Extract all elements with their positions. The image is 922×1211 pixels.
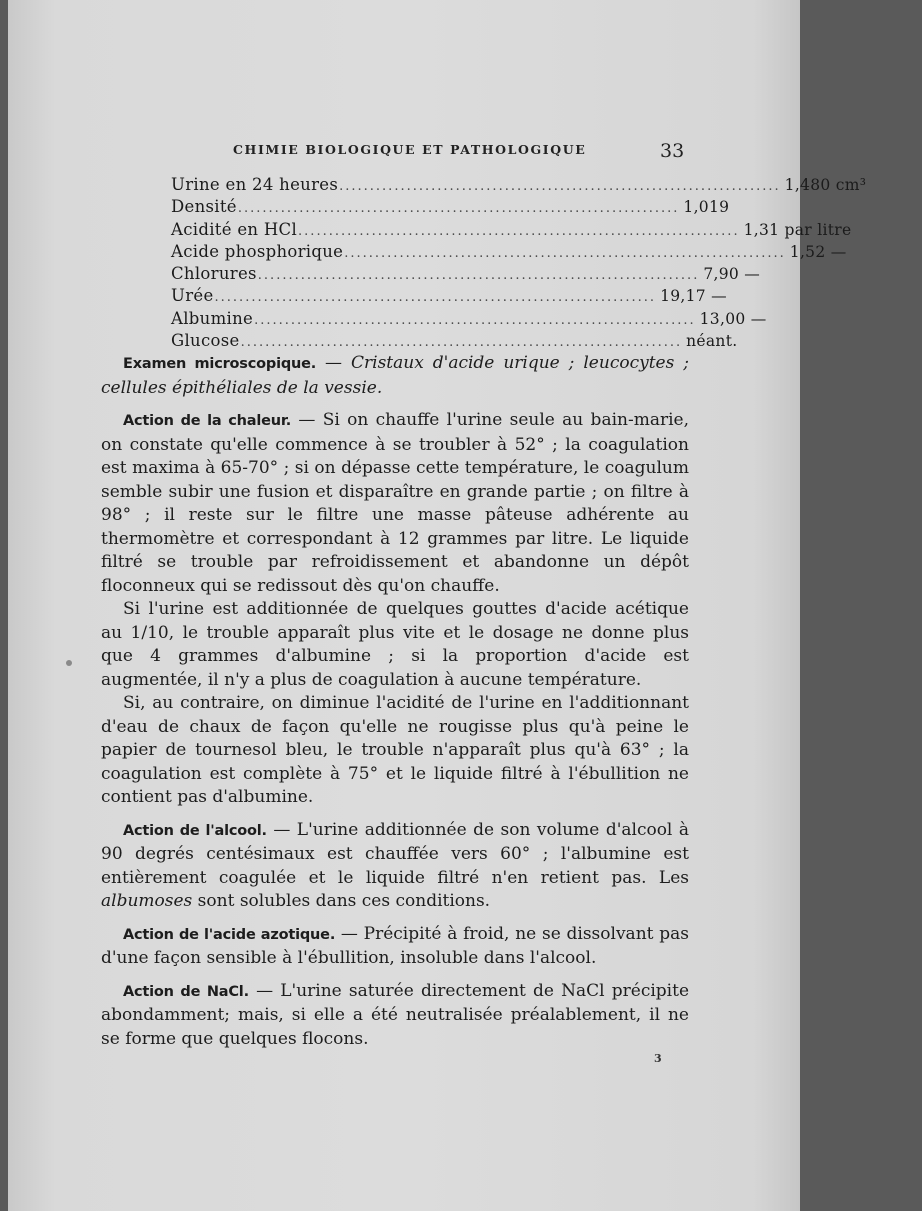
analysis-value: 13,00 — bbox=[699, 309, 767, 328]
leader-dots: ........................................................................ bbox=[240, 335, 683, 351]
heat-text: — Si on chauffe l'urine seule au bain-marie, on constate qu'elle commence à se troubler à 52° ; la coagulation est maxima à 65-70° ; si on dépasse cette température, le coagulum semble subir une fusion et disparaître en grande partie ; on filtre à 98° ; il reste sur le filtre une masse pâteuse adhérente au thermomètre et correspondant à 12 grammes par litre. Le liquide filtré se trouble par refroidissement et abandonne un dépôt floconneux qui se redissout dès qu'on chauffe. bbox=[101, 410, 689, 596]
analysis-label: Acidité en HCl bbox=[171, 219, 298, 239]
paragraph-nitric bbox=[101, 923, 689, 971]
heading-microscopic: Examen microscopique. bbox=[123, 356, 317, 372]
heading-nacl: Action de NaCl. bbox=[123, 983, 249, 1000]
leader-dots: ........................................................................ bbox=[254, 312, 696, 328]
microscopic-findings: Cristaux d'acide urique ; leucocytes ; cellules épithéliales de la vessie. bbox=[101, 353, 689, 398]
analysis-label: Densité bbox=[171, 197, 237, 217]
analysis-row bbox=[171, 197, 730, 219]
paragraph-lime-water: Si, au contraire, on diminue l'acidité de l'urine en l'additionnant d'eau de chaux de façon qu'elle ne rougisse plus qu'à peine le papier de tournesol bleu, le trouble n'apparaît plus qu'à 63° ; la coagulation est complète à 75° et le liquide filtré à l'ébullition ne contient pas d'albumine. bbox=[101, 693, 689, 807]
analysis-value: 1,480 cm³ bbox=[784, 176, 867, 194]
analysis-row bbox=[171, 264, 761, 286]
paragraph-alcohol bbox=[101, 819, 689, 914]
nacl-text: — L'urine saturée directement de NaCl précipite abondamment; mais, si elle a été neutralisée préalablement, il ne se forme que quelques flocons. bbox=[101, 980, 690, 1049]
analysis-row bbox=[171, 219, 852, 242]
paragraph-heat bbox=[101, 409, 689, 598]
analysis-row bbox=[171, 308, 767, 331]
analysis-label: Urine en 24 heures bbox=[171, 175, 339, 194]
alcohol-text: — L'urine additionnée de son volume d'alcool à 90 degrés centésimaux est chauffée vers 60° ; l'albumine est entièrement coagulée et le liquide filtré n'en retient pas. Les bbox=[101, 819, 689, 888]
page-header bbox=[8, 136, 800, 166]
analysis-value: néant. bbox=[686, 332, 738, 351]
body-text bbox=[101, 352, 689, 1060]
dash: — bbox=[316, 353, 352, 373]
analysis-value: 7,90 — bbox=[703, 265, 761, 284]
heading-nitric: Action de l'acide azotique. bbox=[123, 926, 336, 943]
albumoses-term: albumoses bbox=[101, 891, 193, 911]
nitric-text: — Précipité à froid, ne se dissolvant pas d'une façon sensible à l'ébullition, insoluble dans l'alcool. bbox=[101, 923, 689, 968]
analysis-row bbox=[171, 241, 847, 264]
analysis-label: Acide phosphorique bbox=[171, 241, 344, 261]
analysis-row bbox=[171, 175, 867, 197]
leader-dots: ........................................................................ bbox=[214, 290, 657, 306]
analysis-value: 1,52 — bbox=[789, 242, 847, 261]
analysis-row bbox=[171, 331, 738, 353]
analysis-value: 19,17 — bbox=[660, 287, 727, 306]
alcohol-tail: sont solubles dans ces conditions. bbox=[192, 891, 491, 911]
signature-mark: 3 bbox=[654, 1052, 662, 1065]
paragraph-nacl bbox=[101, 980, 689, 1052]
analysis-label: Glucose bbox=[171, 331, 240, 351]
analysis-label: Albumine bbox=[171, 308, 254, 328]
leader-dots: ........................................................................ bbox=[298, 223, 740, 239]
analysis-label: Chlorures bbox=[171, 264, 257, 284]
heading-alcohol: Action de l'alcool. bbox=[123, 822, 267, 839]
leader-dots: ........................................................................ bbox=[257, 268, 700, 284]
analysis-value: 1,31 par litre bbox=[743, 220, 852, 239]
urine-analysis-table bbox=[171, 175, 867, 353]
leader-dots: ........................................................................ bbox=[344, 245, 786, 261]
leader-dots: ........................................................................ bbox=[339, 179, 781, 194]
page-number: 33 bbox=[660, 140, 685, 162]
analysis-row bbox=[171, 286, 727, 308]
paragraph-acetic: Si l'urine est additionnée de quelques gouttes d'acide acétique au 1/10, le trouble apparaît plus vite et le dosage ne donne plus que 4 grammes d'albumine ; si la proportion d'acide est augmentée, il n'y a plus de coagulation à aucune température. bbox=[101, 599, 689, 690]
analysis-value: 1,019 bbox=[683, 198, 730, 217]
leader-dots: ........................................................................ bbox=[237, 201, 680, 217]
paragraph-microscopic bbox=[101, 352, 689, 400]
paper-speck bbox=[66, 660, 72, 666]
running-title: CHIMIE BIOLOGIQUE ET PATHOLOGIQUE bbox=[233, 142, 587, 157]
analysis-label: Urée bbox=[171, 286, 214, 306]
heading-heat: Action de la chaleur. bbox=[123, 413, 292, 429]
book-page bbox=[8, 0, 867, 1211]
